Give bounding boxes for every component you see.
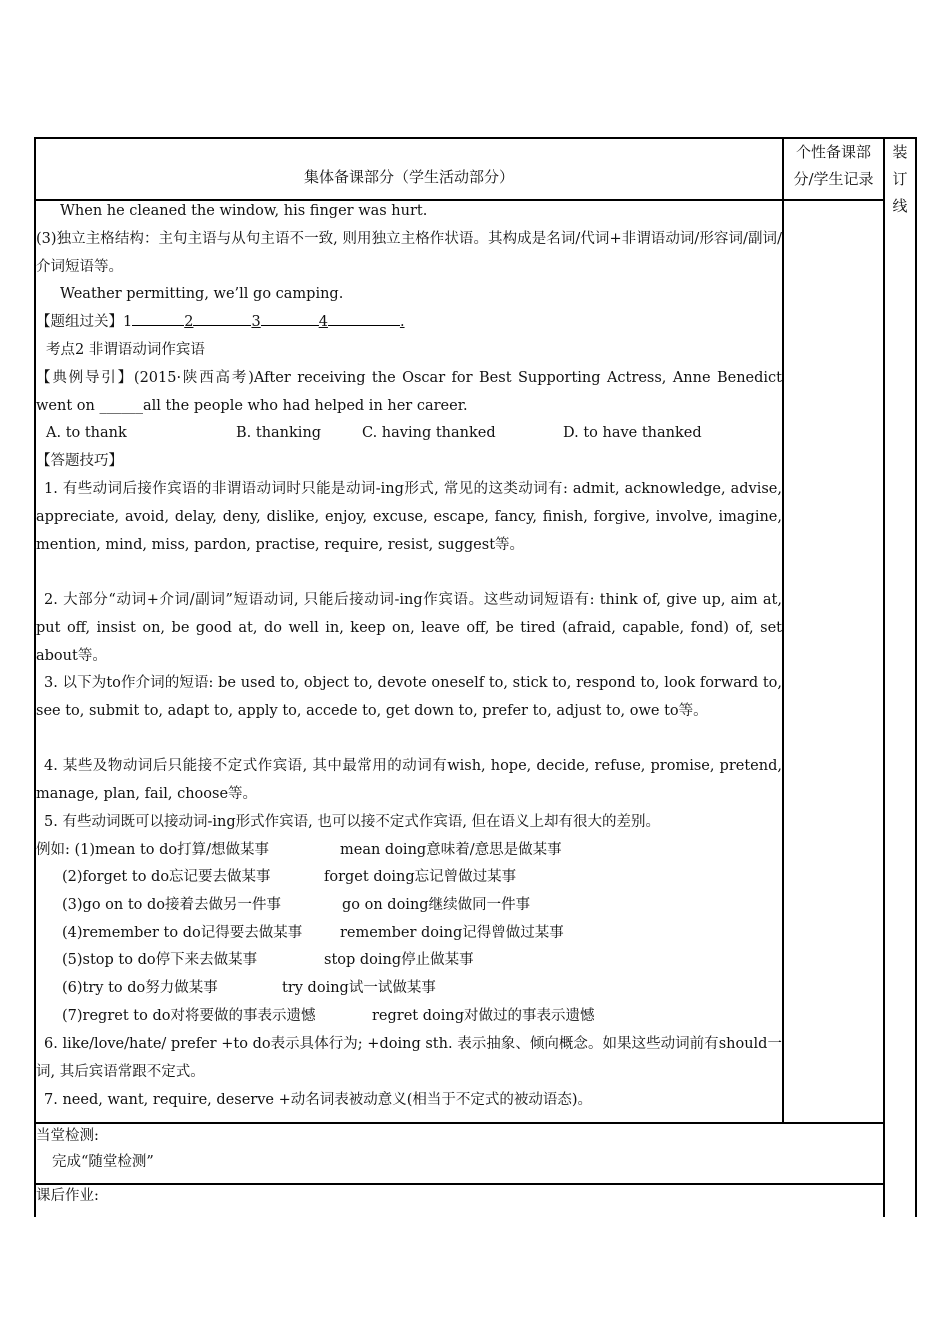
tip5-pair-1-left: 例如: (1)mean to do打算/想做某事	[36, 842, 270, 858]
tip5-pair-5-right: stop doing停止做某事	[324, 952, 474, 968]
in-class-check-label: 当堂检测:	[36, 1128, 99, 1144]
in-class-check-task: 完成“随堂检测”	[52, 1154, 154, 1170]
tip5-pair-5-left: (5)stop to do停下来去做某事	[62, 952, 258, 968]
tip5-pair-6-right: try doing试一试做某事	[282, 980, 436, 996]
point2-title: 考点2 非谓语动词作宾语	[46, 342, 205, 358]
tip5-pair-6-left: (6)try to do努力做某事	[62, 980, 218, 996]
practice-group-row	[36, 308, 405, 336]
notes-column-divider	[782, 137, 784, 1123]
tips-title: 【答题技巧】	[36, 453, 123, 469]
practice-num-3: 3	[251, 314, 261, 330]
option-a: A. to thank	[46, 425, 127, 441]
practice-num-2: 2	[184, 314, 194, 330]
tip5-pair-7-right: regret doing对做过的事表示遗憾	[372, 1008, 595, 1024]
main-column-title: 集体备课部分（学生活动部分）	[303, 168, 514, 186]
absolute-construction-rule: (3)独立主格结构：主句主语与从句主语不一致, 则用独立主格作状语。其构成是名词/代词+非谓语动词/形容词/副词/介词短语等。	[36, 231, 782, 275]
tip5-pair-3-right: go on doing继续做同一件事	[342, 897, 531, 913]
notes-column-title-line1: 个性备课部	[795, 143, 871, 161]
tip-3: 3. 以下为to作介词的短语: be used to, object to, devote oneself to, stick to, respond to, look forward to, see to, submit to, adapt to, apply to, accede to, get down to, prefer to, adjust to, owe to等。	[36, 675, 782, 719]
tip5-pair-4-right: remember doing记得曾做过某事	[340, 925, 564, 941]
body-bottom-border	[34, 1122, 885, 1124]
practice-blank-2[interactable]	[193, 309, 251, 326]
practice-blank-1[interactable]	[132, 309, 184, 326]
practice-end: .	[399, 314, 405, 330]
tip-7: 7. need, want, require, deserve +动名词表被动意义(相当于不定式的被动语态)。	[44, 1092, 593, 1108]
table-top-border	[34, 137, 917, 139]
example-sentence-hurt: When he cleaned the window, his finger was hurt.	[60, 203, 428, 219]
binding-column-divider	[883, 137, 885, 1217]
option-b: B. thanking	[236, 425, 322, 441]
tip5-pair-7-left: (7)regret to do对将要做的事表示遗憾	[62, 1008, 316, 1024]
tip-6: 6. like/love/hate/ prefer +to do表示具体行为; +doing sth. 表示抽象、倾向概念。如果这些动词前有should一词, 其后宾语常跟不定式。	[36, 1036, 782, 1080]
practice-blank-4[interactable]	[328, 309, 400, 326]
option-c: C. having thanked	[362, 425, 496, 441]
binding-char-1: 装	[892, 143, 908, 161]
tip5-pair-3-left: (3)go on to do接着去做另一件事	[62, 897, 282, 913]
tip-1: 1. 有些动词后接作宾语的非谓语动词时只能是动词-ing形式, 常见的这类动词有: admit, acknowledge, advise, appreciate, avoid, delay, deny, dislike, enjoy, excuse, escape, fancy, finish, forgive, involve, imagine, mention, mind, miss, pardon, practise, require, resist, suggest等。	[36, 481, 782, 553]
example-sentence-weather: Weather permitting, we’ll go camping.	[60, 286, 344, 302]
tip5-pair-2-right: forget doing忘记曾做过某事	[324, 869, 517, 885]
tip-4: 4. 某些及物动词后只能接不定式作宾语, 其中最常用的动词有wish, hope, decide, refuse, promise, pretend, manage, plan, fail, choose等。	[36, 758, 782, 802]
tip5-pair-1-right: mean doing意味着/意思是做某事	[340, 842, 562, 858]
practice-label: 【题组过关】1	[36, 314, 133, 330]
binding-char-2: 订	[892, 170, 908, 188]
binding-char-3: 线	[892, 197, 908, 215]
in-class-bottom-border	[34, 1183, 885, 1185]
tip-2: 2. 大部分“动词+介词/副词”短语动词, 只能后接动词-ing作宾语。这些动词短语有: think of, give up, aim at, put off, insist on, be good at, do well in, keep on, leave off, be tired (afraid, capable, fond) of, set about等。	[36, 592, 782, 664]
example-guide-question: 【典例导引】(2015·陕西高考)After receiving the Oscar for Best Supporting Actress, Anne Benedict went on ______all the people who had helped in her career.	[36, 370, 782, 414]
practice-num-4: 4	[318, 314, 328, 330]
option-d: D. to have thanked	[563, 425, 702, 441]
table-right-border	[915, 137, 917, 1217]
homework-label: 课后作业:	[36, 1188, 99, 1204]
practice-blank-3[interactable]	[261, 309, 319, 326]
tip5-pair-4-left: (4)remember to do记得要去做某事	[62, 925, 303, 941]
tip-5-intro: 5. 有些动词既可以接动词-ing形式作宾语, 也可以接不定式作宾语, 但在语义上却有很大的差别。	[44, 814, 661, 830]
notes-column-title-line2: 分/学生记录	[793, 170, 874, 188]
tip5-pair-2-left: (2)forget to do忘记要去做某事	[62, 869, 271, 885]
